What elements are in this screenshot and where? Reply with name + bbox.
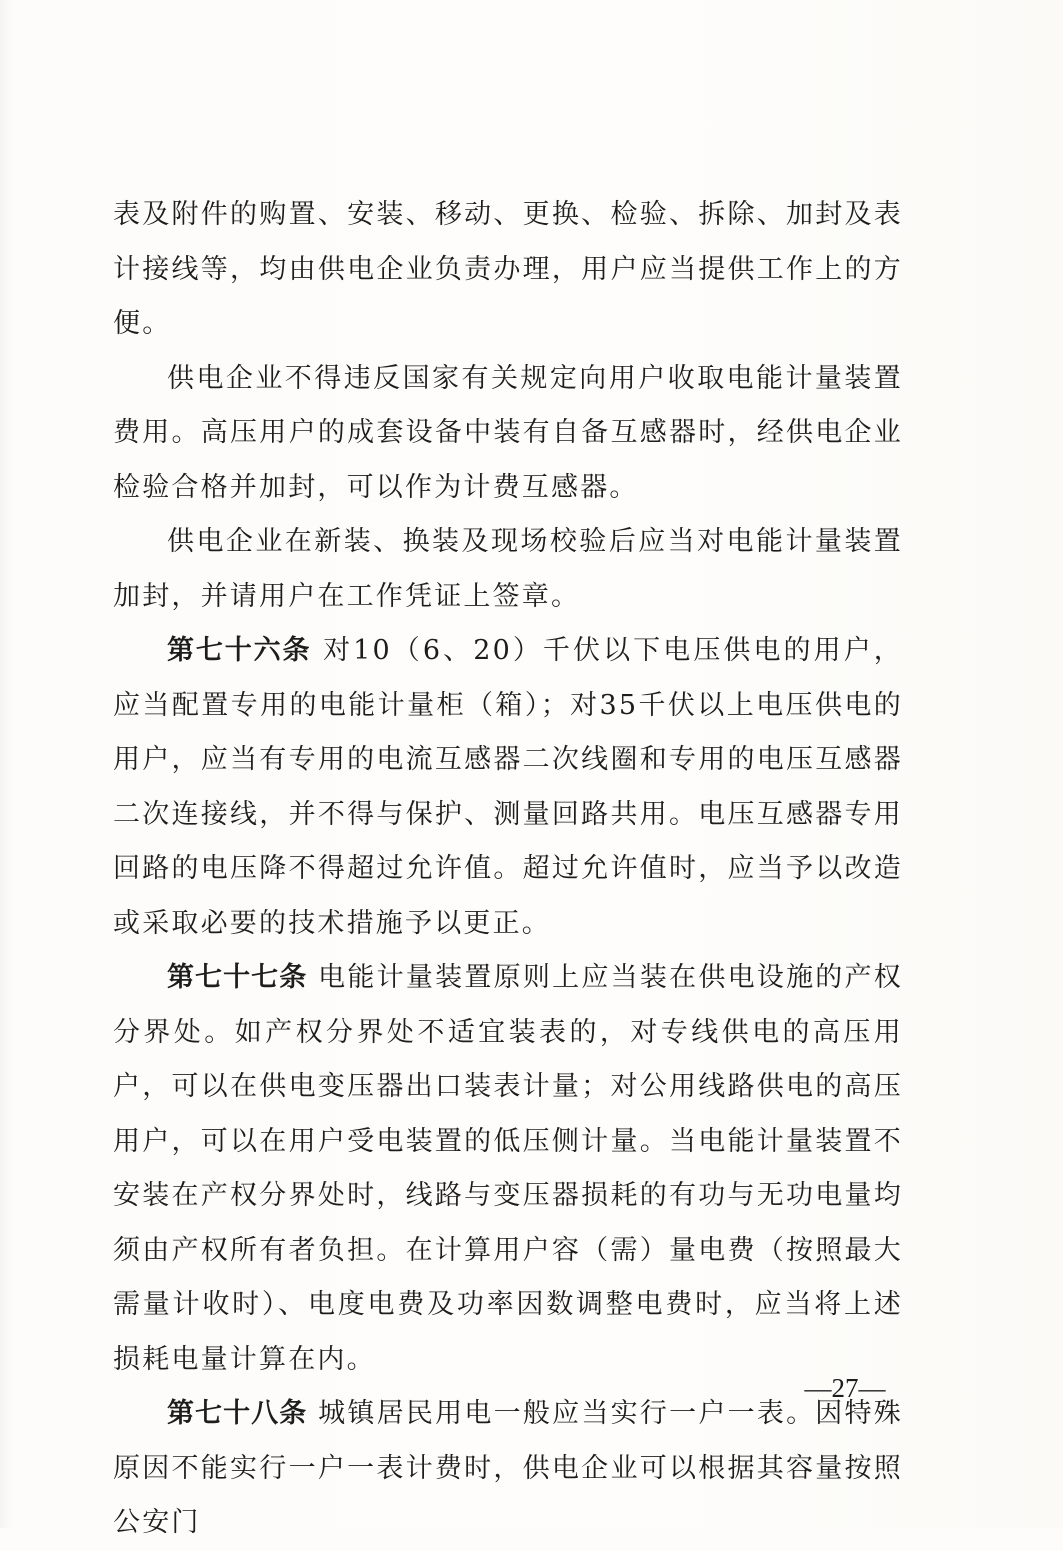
article-body: 城镇居民用电一般应当实行一户一表。因特殊原因不能实行一户一表计费时，供电企业可以根据其容量按照公安门 (113, 1398, 904, 1538)
article-body: 对10（6、20）千伏以下电压供电的用户，应当配置专用的电能计量柜（箱）；对35千伏以上电压供电的用户，应当有专用的电流互感器二次线圈和专用的电压互感器二次连接线，并不得与保护、测量回路共用。电压互感器专用回路的电压降不得超过允许值。超过允许值时，应当予以改造或采取必要的技术措施予以更正。 (113, 635, 904, 939)
article-title: 第七十七条 (167, 962, 308, 993)
paragraph-body: 供电企业不得违反国家有关规定向用户收取电能计量装置费用。高压用户的成套设备中装有自备互感器时，经供电企业检验合格并加封，可以作为计费互感器。 (113, 362, 903, 503)
paragraph-sealing (113, 515, 903, 624)
paragraph-body: 表及附件的购置、安装、移动、更换、检验、拆除、加封及表计接线等，均由供电企业负责办理，用户应当提供工作上的方便。 (113, 199, 903, 339)
paragraph-body: 供电企业在新装、换装及现场校验后应当对电能计量装置加封，并请用户在工作凭证上签章。 (113, 526, 903, 612)
article-body: 电能计量装置原则上应当装在供电设施的产权分界处。如产权分界处不适宜装表的，对专线供电的高压用户，可以在供电变压器出口装表计量；对公用线路供电的高压用户，可以在用户受电装置的低压侧计量。当电能计量装置不安装在产权分界处时，线路与变压器损耗的有功与无功电量均须由产权所有者负担。在计算用户容（需）量电费（按照最大需量计收时）、电度电费及功率因数调整电费时，应当将上述损耗电量计算在内。 (113, 962, 904, 1375)
article-77 (113, 951, 903, 1387)
article-title: 第七十六条 (167, 635, 312, 666)
paragraph-metering-fees (113, 352, 903, 516)
page-number: —27— (804, 1373, 886, 1403)
article-78 (113, 1387, 903, 1551)
document-body (113, 188, 903, 1551)
article-title: 第七十八条 (167, 1398, 308, 1429)
article-76 (113, 624, 903, 951)
paragraph-continuation (113, 188, 903, 352)
